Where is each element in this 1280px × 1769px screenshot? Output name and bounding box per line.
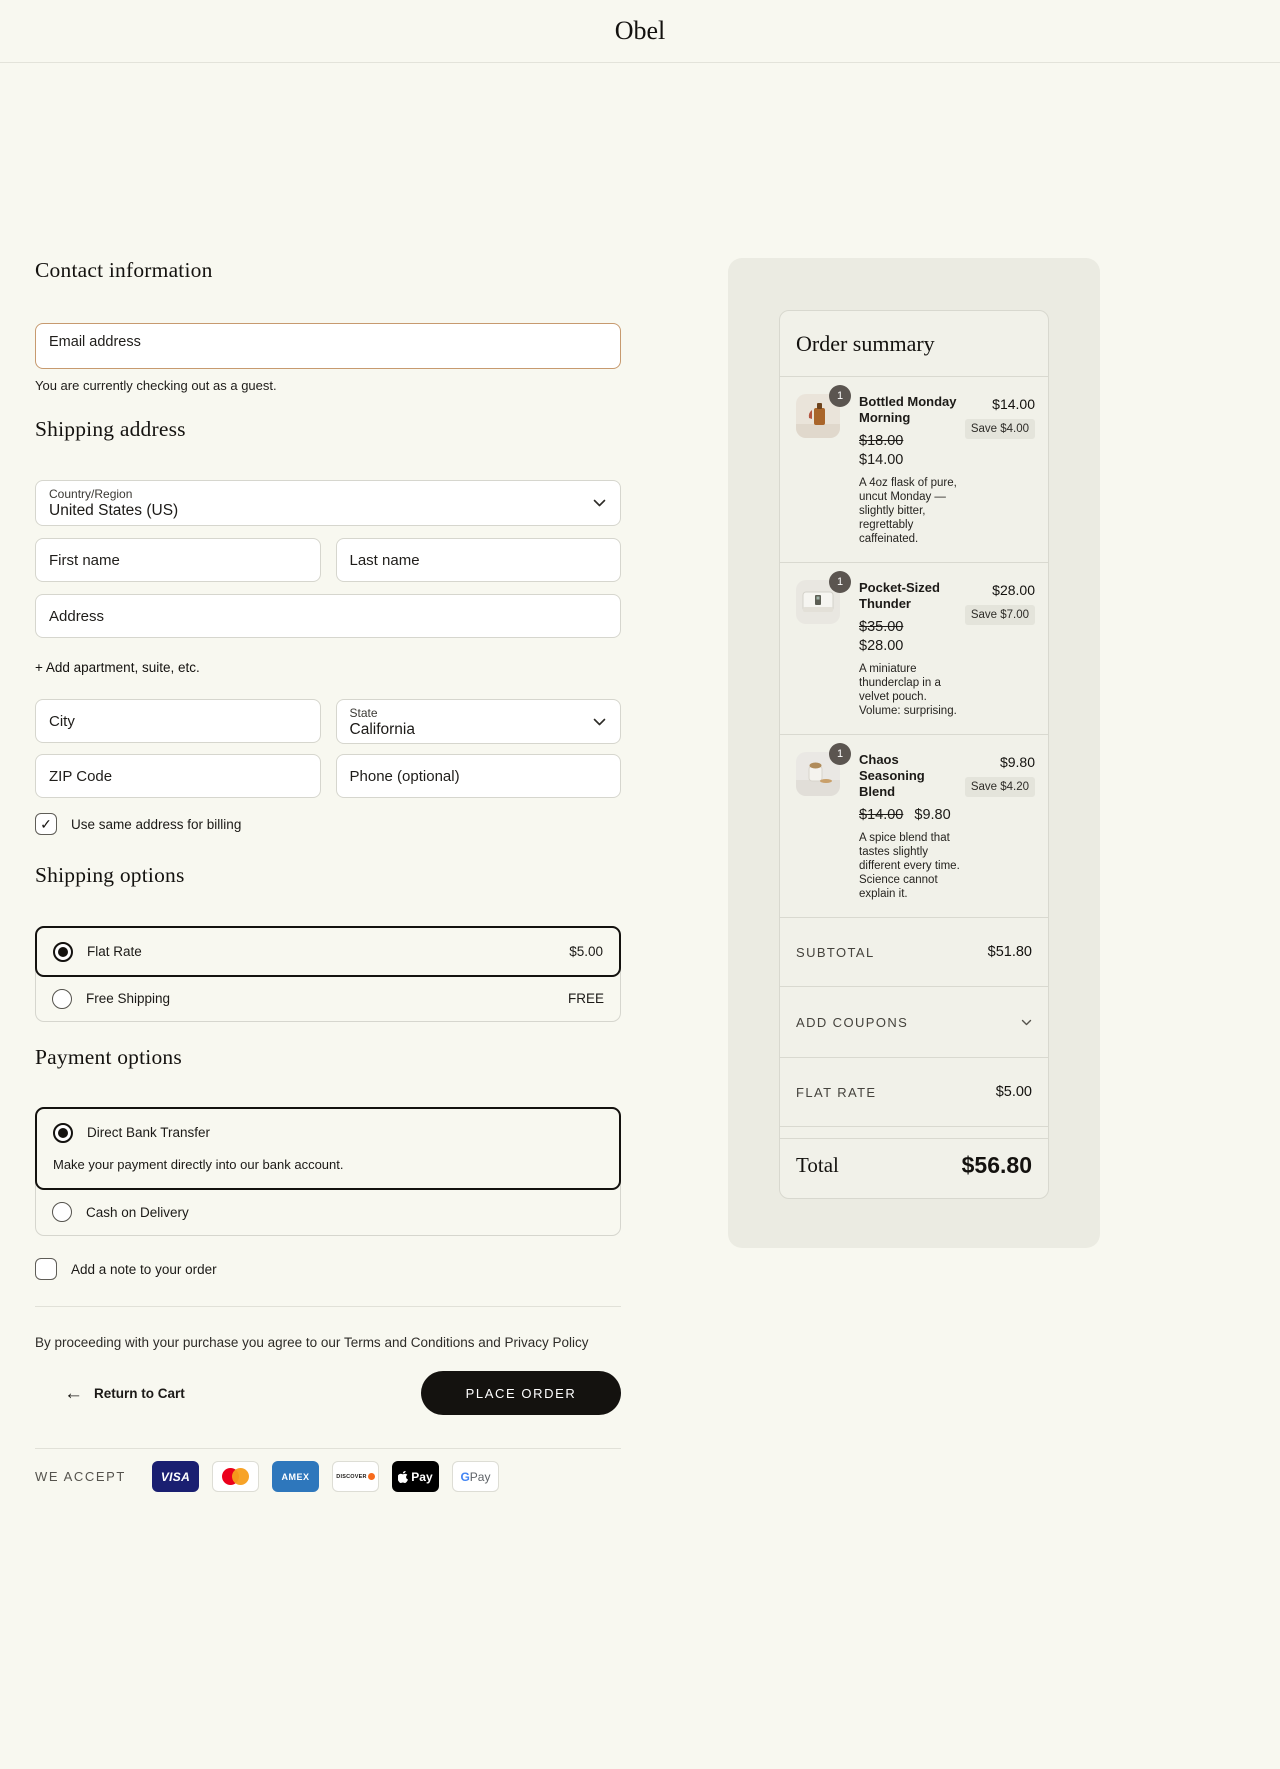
product-description: A miniature thunderclap in a velvet pouch. Volume: surprising. — [859, 663, 957, 717]
shipping-option-price: $5.00 — [569, 944, 603, 959]
arrow-left-icon: ← — [64, 1382, 83, 1404]
billing-same-address-checkbox[interactable] — [35, 813, 241, 835]
place-order-button[interactable]: PLACE ORDER — [421, 1371, 621, 1415]
phone-input[interactable] — [336, 754, 622, 798]
product-description: A 4oz flask of pure, uncut Monday — slightly bitter, regrettably caffeinated. — [859, 477, 957, 545]
order-summary-panel — [728, 258, 1100, 1248]
state-select[interactable] — [336, 699, 622, 744]
shipping-option-flat-rate[interactable] — [35, 926, 621, 977]
payment-option-label: Cash on Delivery — [86, 1204, 189, 1220]
line-price: $14.00 — [992, 396, 1035, 412]
radio-unselected-icon — [52, 1202, 72, 1222]
shipping-option-free-shipping[interactable] — [36, 976, 620, 1021]
email-input[interactable] — [35, 323, 621, 369]
billing-checkbox-label: Use same address for billing — [71, 816, 242, 832]
save-badge: Save $7.00 — [965, 605, 1035, 625]
country-select-label: Country/Region — [49, 487, 133, 501]
terms-text: By proceeding with your purchase you agree to our Terms and Conditions and Privacy Policy — [35, 1335, 589, 1350]
order-summary-card — [779, 310, 1049, 1199]
product-thumbnail — [796, 390, 844, 546]
first-name-input[interactable] — [35, 538, 321, 582]
address-input[interactable] — [35, 594, 621, 638]
sale-price: $9.80 — [914, 807, 951, 823]
original-price: $18.00 — [859, 433, 904, 449]
payment-option-description: Make your payment directly into our bank account. — [53, 1157, 344, 1172]
contact-heading: Contact information — [35, 258, 213, 282]
radio-unselected-icon — [52, 989, 72, 1009]
sale-price: $28.00 — [859, 638, 904, 654]
payment-options-group — [35, 1107, 621, 1236]
divider — [35, 1448, 621, 1449]
country-select-value: United States (US) — [49, 502, 179, 519]
payment-option-bank-transfer[interactable] — [35, 1107, 621, 1190]
add-coupons-row[interactable] — [780, 986, 1048, 1057]
apple-pay-icon: Pay — [392, 1461, 439, 1492]
state-select-value: California — [349, 721, 415, 738]
save-badge: Save $4.20 — [965, 777, 1035, 797]
total-value: $56.80 — [961, 1152, 1032, 1178]
amex-icon: AMEX — [272, 1461, 319, 1492]
sale-price: $14.00 — [859, 452, 904, 468]
we-accept-label: WE ACCEPT — [35, 1469, 126, 1484]
checkbox-unchecked-icon — [35, 1258, 57, 1280]
quantity-badge: 1 — [829, 385, 851, 407]
shipping-cost-row — [780, 1057, 1048, 1126]
product-thumbnail — [796, 748, 844, 901]
shipping-options-group — [35, 926, 621, 1022]
product-name: Chaos Seasoning Blend — [859, 752, 925, 799]
add-coupons-label: ADD COUPONS — [796, 1014, 909, 1030]
country-select[interactable] — [35, 480, 621, 526]
shipping-option-label: Flat Rate — [87, 944, 142, 959]
site-header — [0, 0, 1280, 63]
divider — [780, 1126, 1048, 1138]
visa-icon: VISA — [152, 1461, 199, 1492]
payment-options-heading: Payment options — [35, 1045, 182, 1069]
quantity-badge: 1 — [829, 743, 851, 765]
cart-item — [780, 376, 1048, 562]
divider — [35, 1306, 621, 1307]
checkbox-checked-icon: ✓ — [35, 813, 57, 835]
accepted-payments-row — [35, 1461, 621, 1492]
brand-logo: Obel — [614, 16, 666, 45]
line-price: $9.80 — [999, 754, 1035, 770]
cart-item — [780, 734, 1048, 917]
radio-selected-icon — [53, 1123, 73, 1143]
checkout-page — [0, 63, 1280, 1492]
last-name-input[interactable] — [336, 538, 622, 582]
zip-code-input[interactable] — [35, 754, 321, 798]
checkout-form — [35, 258, 621, 1492]
state-select-label: State — [349, 706, 378, 720]
line-price: $28.00 — [992, 582, 1035, 598]
payment-option-cash-on-delivery[interactable] — [36, 1189, 620, 1235]
return-to-cart-link[interactable] — [64, 1384, 185, 1403]
order-note-label: Add a note to your order — [71, 1261, 217, 1277]
guest-note: You are currently checking out as a guest. — [35, 378, 277, 393]
shipping-option-label: Free Shipping — [86, 991, 171, 1006]
original-price: $14.00 — [859, 807, 904, 823]
shipping-cost-label: FLAT RATE — [796, 1084, 877, 1100]
radio-selected-icon — [53, 942, 73, 962]
save-badge: Save $4.00 — [965, 419, 1035, 439]
shipping-options-heading: Shipping options — [35, 863, 185, 887]
shipping-option-price: FREE — [567, 991, 604, 1006]
subtotal-label: SUBTOTAL — [796, 944, 875, 960]
shipping-cost-value: $5.00 — [995, 1084, 1032, 1100]
product-description: A spice blend that tastes slightly different every time. Science cannot explain it. — [859, 832, 960, 900]
chevron-down-icon — [593, 494, 606, 512]
product-name: Bottled Monday Morning — [859, 394, 957, 425]
chevron-down-icon — [593, 713, 606, 731]
product-name: Pocket-Sized Thunder — [859, 580, 940, 611]
subtotal-row — [780, 917, 1048, 986]
email-input-label: Email address — [49, 334, 141, 350]
mastercard-icon — [212, 1461, 259, 1492]
return-to-cart-label: Return to Cart — [94, 1385, 185, 1401]
order-note-checkbox[interactable] — [35, 1258, 217, 1280]
order-summary-heading: Order summary — [796, 331, 935, 356]
quantity-badge: 1 — [829, 571, 851, 593]
payment-option-label: Direct Bank Transfer — [87, 1125, 211, 1140]
gpay-icon: G Pay — [452, 1461, 499, 1492]
cart-item — [780, 562, 1048, 734]
shipping-address-heading: Shipping address — [35, 417, 186, 441]
city-input[interactable] — [35, 699, 321, 743]
total-label: Total — [796, 1153, 839, 1177]
subtotal-value: $51.80 — [987, 944, 1032, 960]
discover-icon: DISCOVER — [332, 1461, 379, 1492]
chevron-down-icon — [1021, 1013, 1032, 1031]
total-row — [780, 1138, 1048, 1198]
product-thumbnail — [796, 576, 844, 718]
checkout-actions — [35, 1371, 621, 1415]
add-apartment-link[interactable]: + Add apartment, suite, etc. — [35, 660, 200, 675]
original-price: $35.00 — [859, 619, 904, 635]
